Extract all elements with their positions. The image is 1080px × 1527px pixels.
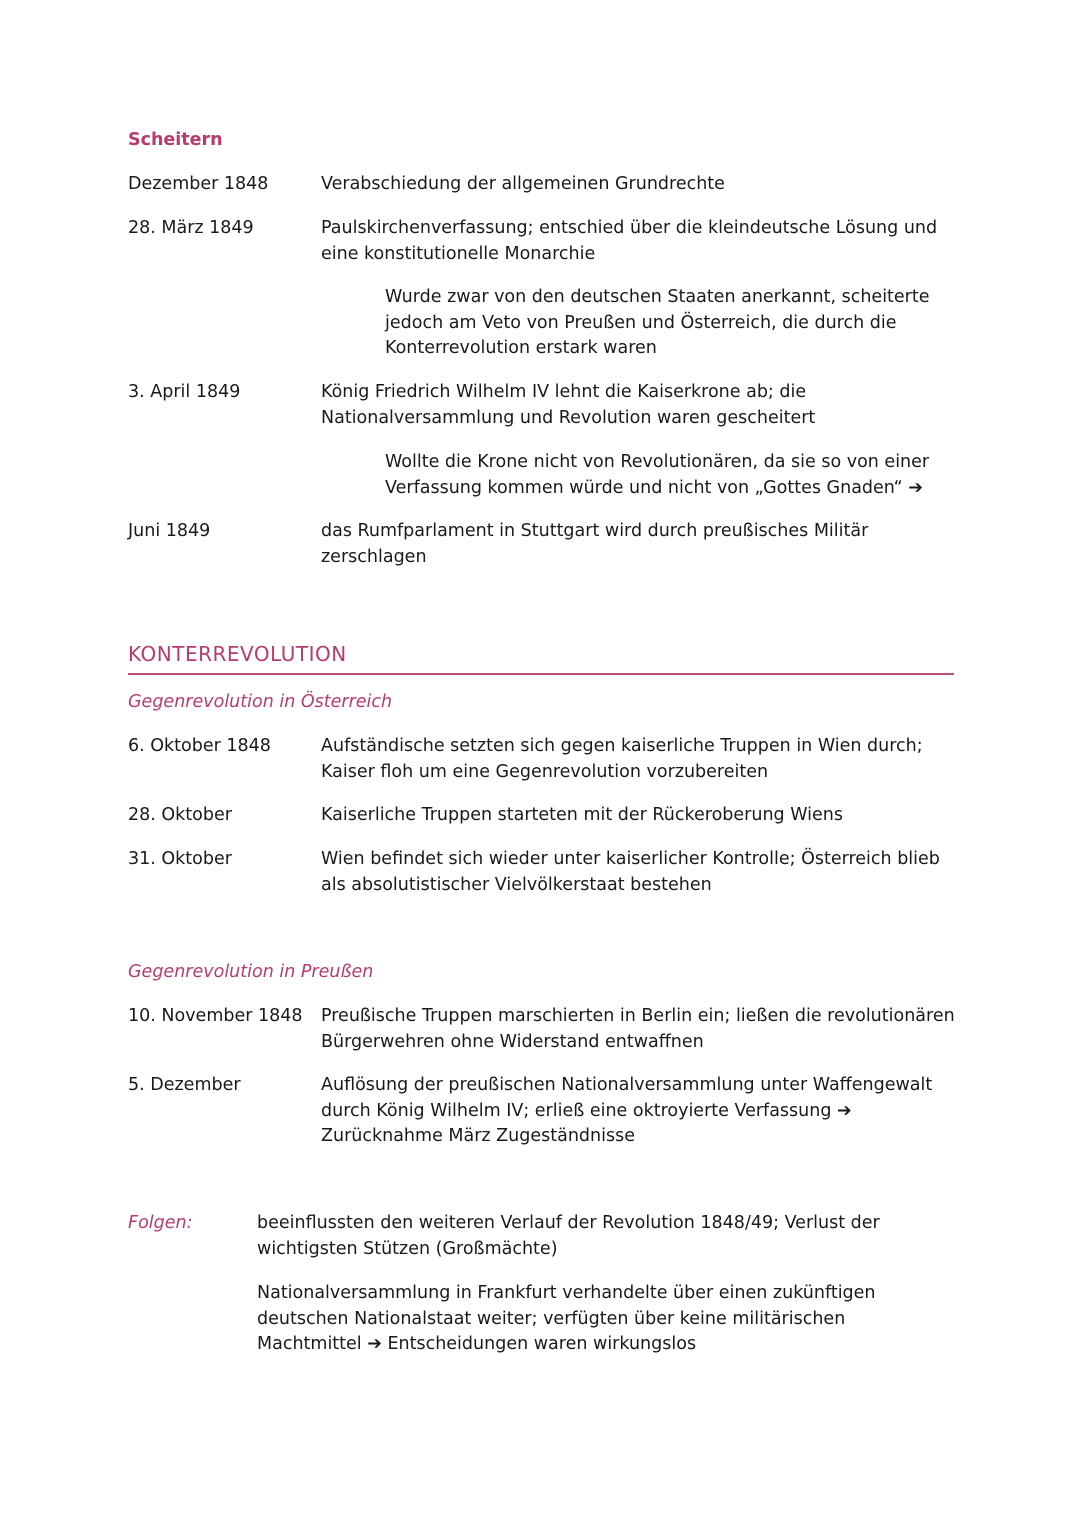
section-title-scheitern: Scheitern xyxy=(128,130,223,150)
entry-text: König Friedrich Wilhelm IV lehnt die Kaiserkrone ab; die Nationalversammlung und Revolution waren gescheitert xyxy=(321,382,816,428)
entry-text: Verabschiedung der allgemeinen Grundrechte xyxy=(321,174,725,194)
entry-date: 3. April 1849 xyxy=(128,382,241,402)
entry-text: Kaiserliche Truppen starteten mit der Rückeroberung Wiens xyxy=(321,805,843,825)
entry-text: Aufständische setzten sich gegen kaiserliche Truppen in Wien durch; Kaiser floh um eine Gegenrevolution vorzubereiten xyxy=(321,736,923,782)
indented-note: Wurde zwar von den deutschen Staaten anerkannt, scheiterte jedoch am Veto von Preußen und Österreich, die durch die Konterrevolution erstark waren xyxy=(385,287,930,358)
entry-date: Juni 1849 xyxy=(128,521,211,541)
entry-date: 5. Dezember xyxy=(128,1075,241,1095)
folgen-paragraph: Nationalversammlung in Frankfurt verhandelte über einen zukünftigen deutschen Nationalstaat weiter; verfügten über keine militärischen Machtmittel ➔ Entscheidungen waren wirkungslos xyxy=(257,1283,876,1354)
entry-date: 28. März 1849 xyxy=(128,218,254,238)
entry-date: 6. Oktober 1848 xyxy=(128,736,271,756)
folgen-label: Folgen: xyxy=(128,1213,193,1233)
subheading-oesterreich: Gegenrevolution in Österreich xyxy=(128,692,393,712)
entry-date: 31. Oktober xyxy=(128,849,232,869)
entry-date: Dezember 1848 xyxy=(128,174,269,194)
indented-note: Wollte die Krone nicht von Revolutionären, da sie so von einer Verfassung kommen würde und nicht von „Gottes Gnaden“ ➔ xyxy=(385,452,930,498)
heading-konterrevolution: KONTERREVOLUTION xyxy=(128,640,954,675)
entry-text: Paulskirchenverfassung; entschied über die kleindeutsche Lösung und eine konstitutionelle Monarchie xyxy=(321,218,938,264)
entry-date: 28. Oktober xyxy=(128,805,232,825)
entry-text: das Rumfparlament in Stuttgart wird durch preußisches Militär zerschlagen xyxy=(321,521,869,567)
entry-text: Preußische Truppen marschierten in Berlin ein; ließen die revolutionären Bürgerwehren ohne Widerstand entwaffnen xyxy=(321,1006,955,1052)
entry-text: Auflösung der preußischen Nationalversammlung unter Waffengewalt durch König Wilhelm IV; erließ eine oktroyierte Verfassung ➔ Zurücknahme März Zugeständnisse xyxy=(321,1075,933,1146)
entry-text: Wien befindet sich wieder unter kaiserlicher Kontrolle; Österreich blieb als absolutistischer Vielvölkerstaat bestehen xyxy=(321,849,940,895)
folgen-paragraph: beeinflussten den weiteren Verlauf der Revolution 1848/49; Verlust der wichtigsten Stützen (Großmächte) xyxy=(257,1213,880,1259)
subheading-preussen: Gegenrevolution in Preußen xyxy=(128,962,374,982)
entry-date: 10. November 1848 xyxy=(128,1006,303,1026)
